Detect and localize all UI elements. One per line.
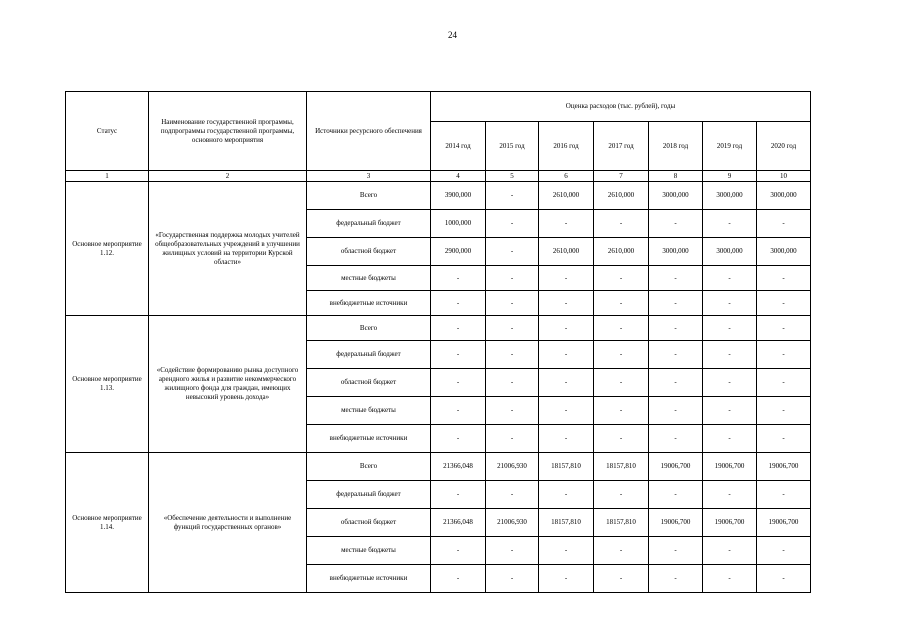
column-number: 2 <box>149 171 307 182</box>
source-cell: внебюджетные источники <box>307 291 431 316</box>
value-cell: - <box>757 537 811 565</box>
value-cell: 18157,810 <box>539 509 594 537</box>
value-cell: 2610,000 <box>594 182 649 210</box>
value-cell: - <box>649 565 703 593</box>
value-cell: - <box>431 565 486 593</box>
column-number: 5 <box>486 171 539 182</box>
value-cell: 19006,700 <box>757 453 811 481</box>
source-cell: областной бюджет <box>307 238 431 266</box>
value-cell: - <box>594 266 649 291</box>
value-cell: - <box>594 316 649 341</box>
measure-name-cell: «Государственная поддержка молодых учителей общеобразовательных учреждений в улучшении жилищных условий на территории Курской области» <box>149 182 307 316</box>
value-cell: - <box>539 397 594 425</box>
value-cell: - <box>649 425 703 453</box>
value-cell: - <box>486 316 539 341</box>
value-cell: 21366,048 <box>431 453 486 481</box>
value-cell: 2610,000 <box>539 238 594 266</box>
value-cell: - <box>594 210 649 238</box>
value-cell: - <box>594 565 649 593</box>
header-year: 2015 год <box>486 122 539 171</box>
value-cell: 18157,810 <box>594 453 649 481</box>
value-cell: 19006,700 <box>757 509 811 537</box>
value-cell: - <box>649 341 703 369</box>
value-cell: 1000,000 <box>431 210 486 238</box>
value-cell: - <box>594 481 649 509</box>
value-cell: - <box>486 238 539 266</box>
value-cell: 3000,000 <box>649 182 703 210</box>
source-cell: федеральный бюджет <box>307 210 431 238</box>
value-cell: 18157,810 <box>594 509 649 537</box>
value-cell: - <box>703 481 757 509</box>
source-cell: областной бюджет <box>307 369 431 397</box>
header-year: 2014 год <box>431 122 486 171</box>
value-cell: - <box>757 291 811 316</box>
value-cell: - <box>757 341 811 369</box>
measure-name-cell: «Обеспечение деятельности и выполнение функций государственных органов» <box>149 453 307 593</box>
value-cell: 2900,000 <box>431 238 486 266</box>
header-status: Статус <box>66 92 149 171</box>
source-cell: внебюджетные источники <box>307 565 431 593</box>
value-cell: - <box>486 210 539 238</box>
status-cell: Основное мероприятие 1.14. <box>66 453 149 593</box>
value-cell: 19006,700 <box>703 509 757 537</box>
value-cell: - <box>649 369 703 397</box>
source-cell: федеральный бюджет <box>307 481 431 509</box>
value-cell: - <box>539 341 594 369</box>
value-cell: - <box>594 291 649 316</box>
table-row <box>66 182 811 210</box>
value-cell: - <box>703 266 757 291</box>
value-cell: - <box>703 210 757 238</box>
column-number: 1 <box>66 171 149 182</box>
value-cell: 3000,000 <box>703 182 757 210</box>
value-cell: 21006,930 <box>486 453 539 481</box>
value-cell: - <box>431 481 486 509</box>
value-cell: - <box>594 425 649 453</box>
value-cell: - <box>486 369 539 397</box>
value-cell: - <box>539 425 594 453</box>
value-cell: 2610,000 <box>594 238 649 266</box>
column-number: 6 <box>539 171 594 182</box>
header-year: 2017 год <box>594 122 649 171</box>
column-number: 3 <box>307 171 431 182</box>
value-cell: - <box>486 425 539 453</box>
value-cell: 19006,700 <box>703 453 757 481</box>
value-cell: - <box>703 397 757 425</box>
header-estimate: Оценка расходов (тыс. рублей), годы <box>431 92 811 122</box>
value-cell: - <box>703 537 757 565</box>
source-cell: местные бюджеты <box>307 266 431 291</box>
value-cell: 3000,000 <box>757 182 811 210</box>
value-cell: - <box>431 341 486 369</box>
value-cell: - <box>757 266 811 291</box>
table-row <box>66 453 811 481</box>
value-cell: - <box>594 397 649 425</box>
value-cell: - <box>703 425 757 453</box>
value-cell: - <box>757 210 811 238</box>
value-cell: - <box>486 565 539 593</box>
source-cell: Всего <box>307 453 431 481</box>
value-cell: - <box>431 537 486 565</box>
value-cell: - <box>649 266 703 291</box>
column-number: 7 <box>594 171 649 182</box>
source-cell: местные бюджеты <box>307 397 431 425</box>
value-cell: - <box>649 210 703 238</box>
value-cell: - <box>486 291 539 316</box>
value-cell: 19006,700 <box>649 509 703 537</box>
value-cell: - <box>757 425 811 453</box>
source-cell: внебюджетные источники <box>307 425 431 453</box>
value-cell: - <box>539 210 594 238</box>
value-cell: 21366,048 <box>431 509 486 537</box>
page-number: 24 <box>448 30 457 40</box>
value-cell: 3000,000 <box>703 238 757 266</box>
value-cell: - <box>703 369 757 397</box>
header-year: 2018 год <box>649 122 703 171</box>
value-cell: - <box>431 291 486 316</box>
value-cell: 21006,930 <box>486 509 539 537</box>
value-cell: - <box>757 565 811 593</box>
value-cell: - <box>757 316 811 341</box>
value-cell: - <box>486 397 539 425</box>
value-cell: - <box>486 341 539 369</box>
value-cell: - <box>594 537 649 565</box>
value-cell: - <box>703 341 757 369</box>
value-cell: - <box>649 291 703 316</box>
value-cell: - <box>486 182 539 210</box>
value-cell: - <box>703 316 757 341</box>
source-cell: федеральный бюджет <box>307 341 431 369</box>
value-cell: 3000,000 <box>757 238 811 266</box>
value-cell: - <box>431 425 486 453</box>
value-cell: - <box>431 369 486 397</box>
value-cell: - <box>703 291 757 316</box>
header-sources: Источники ресурсного обеспечения <box>307 92 431 171</box>
header-year: 2016 год <box>539 122 594 171</box>
value-cell: - <box>594 369 649 397</box>
value-cell: - <box>431 266 486 291</box>
value-cell: - <box>431 316 486 341</box>
value-cell: - <box>649 537 703 565</box>
value-cell: 3000,000 <box>649 238 703 266</box>
value-cell: - <box>649 481 703 509</box>
header-year: 2020 год <box>757 122 811 171</box>
value-cell: - <box>757 369 811 397</box>
header-name: Наименование государственной программы, подпрограммы государственной программы, основного мероприятия <box>149 92 307 171</box>
value-cell: 2610,000 <box>539 182 594 210</box>
value-cell: 18157,810 <box>539 453 594 481</box>
value-cell: - <box>486 537 539 565</box>
value-cell: 19006,700 <box>649 453 703 481</box>
value-cell: - <box>594 341 649 369</box>
column-number: 4 <box>431 171 486 182</box>
source-cell: местные бюджеты <box>307 537 431 565</box>
status-cell: Основное мероприятие 1.13. <box>66 316 149 453</box>
column-number: 10 <box>757 171 811 182</box>
value-cell: - <box>539 565 594 593</box>
column-number: 9 <box>703 171 757 182</box>
budget-table <box>65 91 811 593</box>
header-year: 2019 год <box>703 122 757 171</box>
value-cell: - <box>486 481 539 509</box>
value-cell: - <box>539 266 594 291</box>
status-cell: Основное мероприятие 1.12. <box>66 182 149 316</box>
value-cell: - <box>757 481 811 509</box>
value-cell: - <box>539 481 594 509</box>
value-cell: - <box>539 291 594 316</box>
source-cell: Всего <box>307 182 431 210</box>
value-cell: 3900,000 <box>431 182 486 210</box>
value-cell: - <box>703 565 757 593</box>
value-cell: - <box>486 266 539 291</box>
source-cell: Всего <box>307 316 431 341</box>
value-cell: - <box>757 397 811 425</box>
column-number: 8 <box>649 171 703 182</box>
measure-name-cell: «Содействие формированию рынка доступного арендного жилья и развитие некоммерческого жилищного фонда для граждан, имеющих невысокий уровень дохода» <box>149 316 307 453</box>
value-cell: - <box>539 316 594 341</box>
value-cell: - <box>539 369 594 397</box>
source-cell: областной бюджет <box>307 509 431 537</box>
value-cell: - <box>649 316 703 341</box>
value-cell: - <box>649 397 703 425</box>
value-cell: - <box>539 537 594 565</box>
value-cell: - <box>431 397 486 425</box>
table-row <box>66 316 811 341</box>
